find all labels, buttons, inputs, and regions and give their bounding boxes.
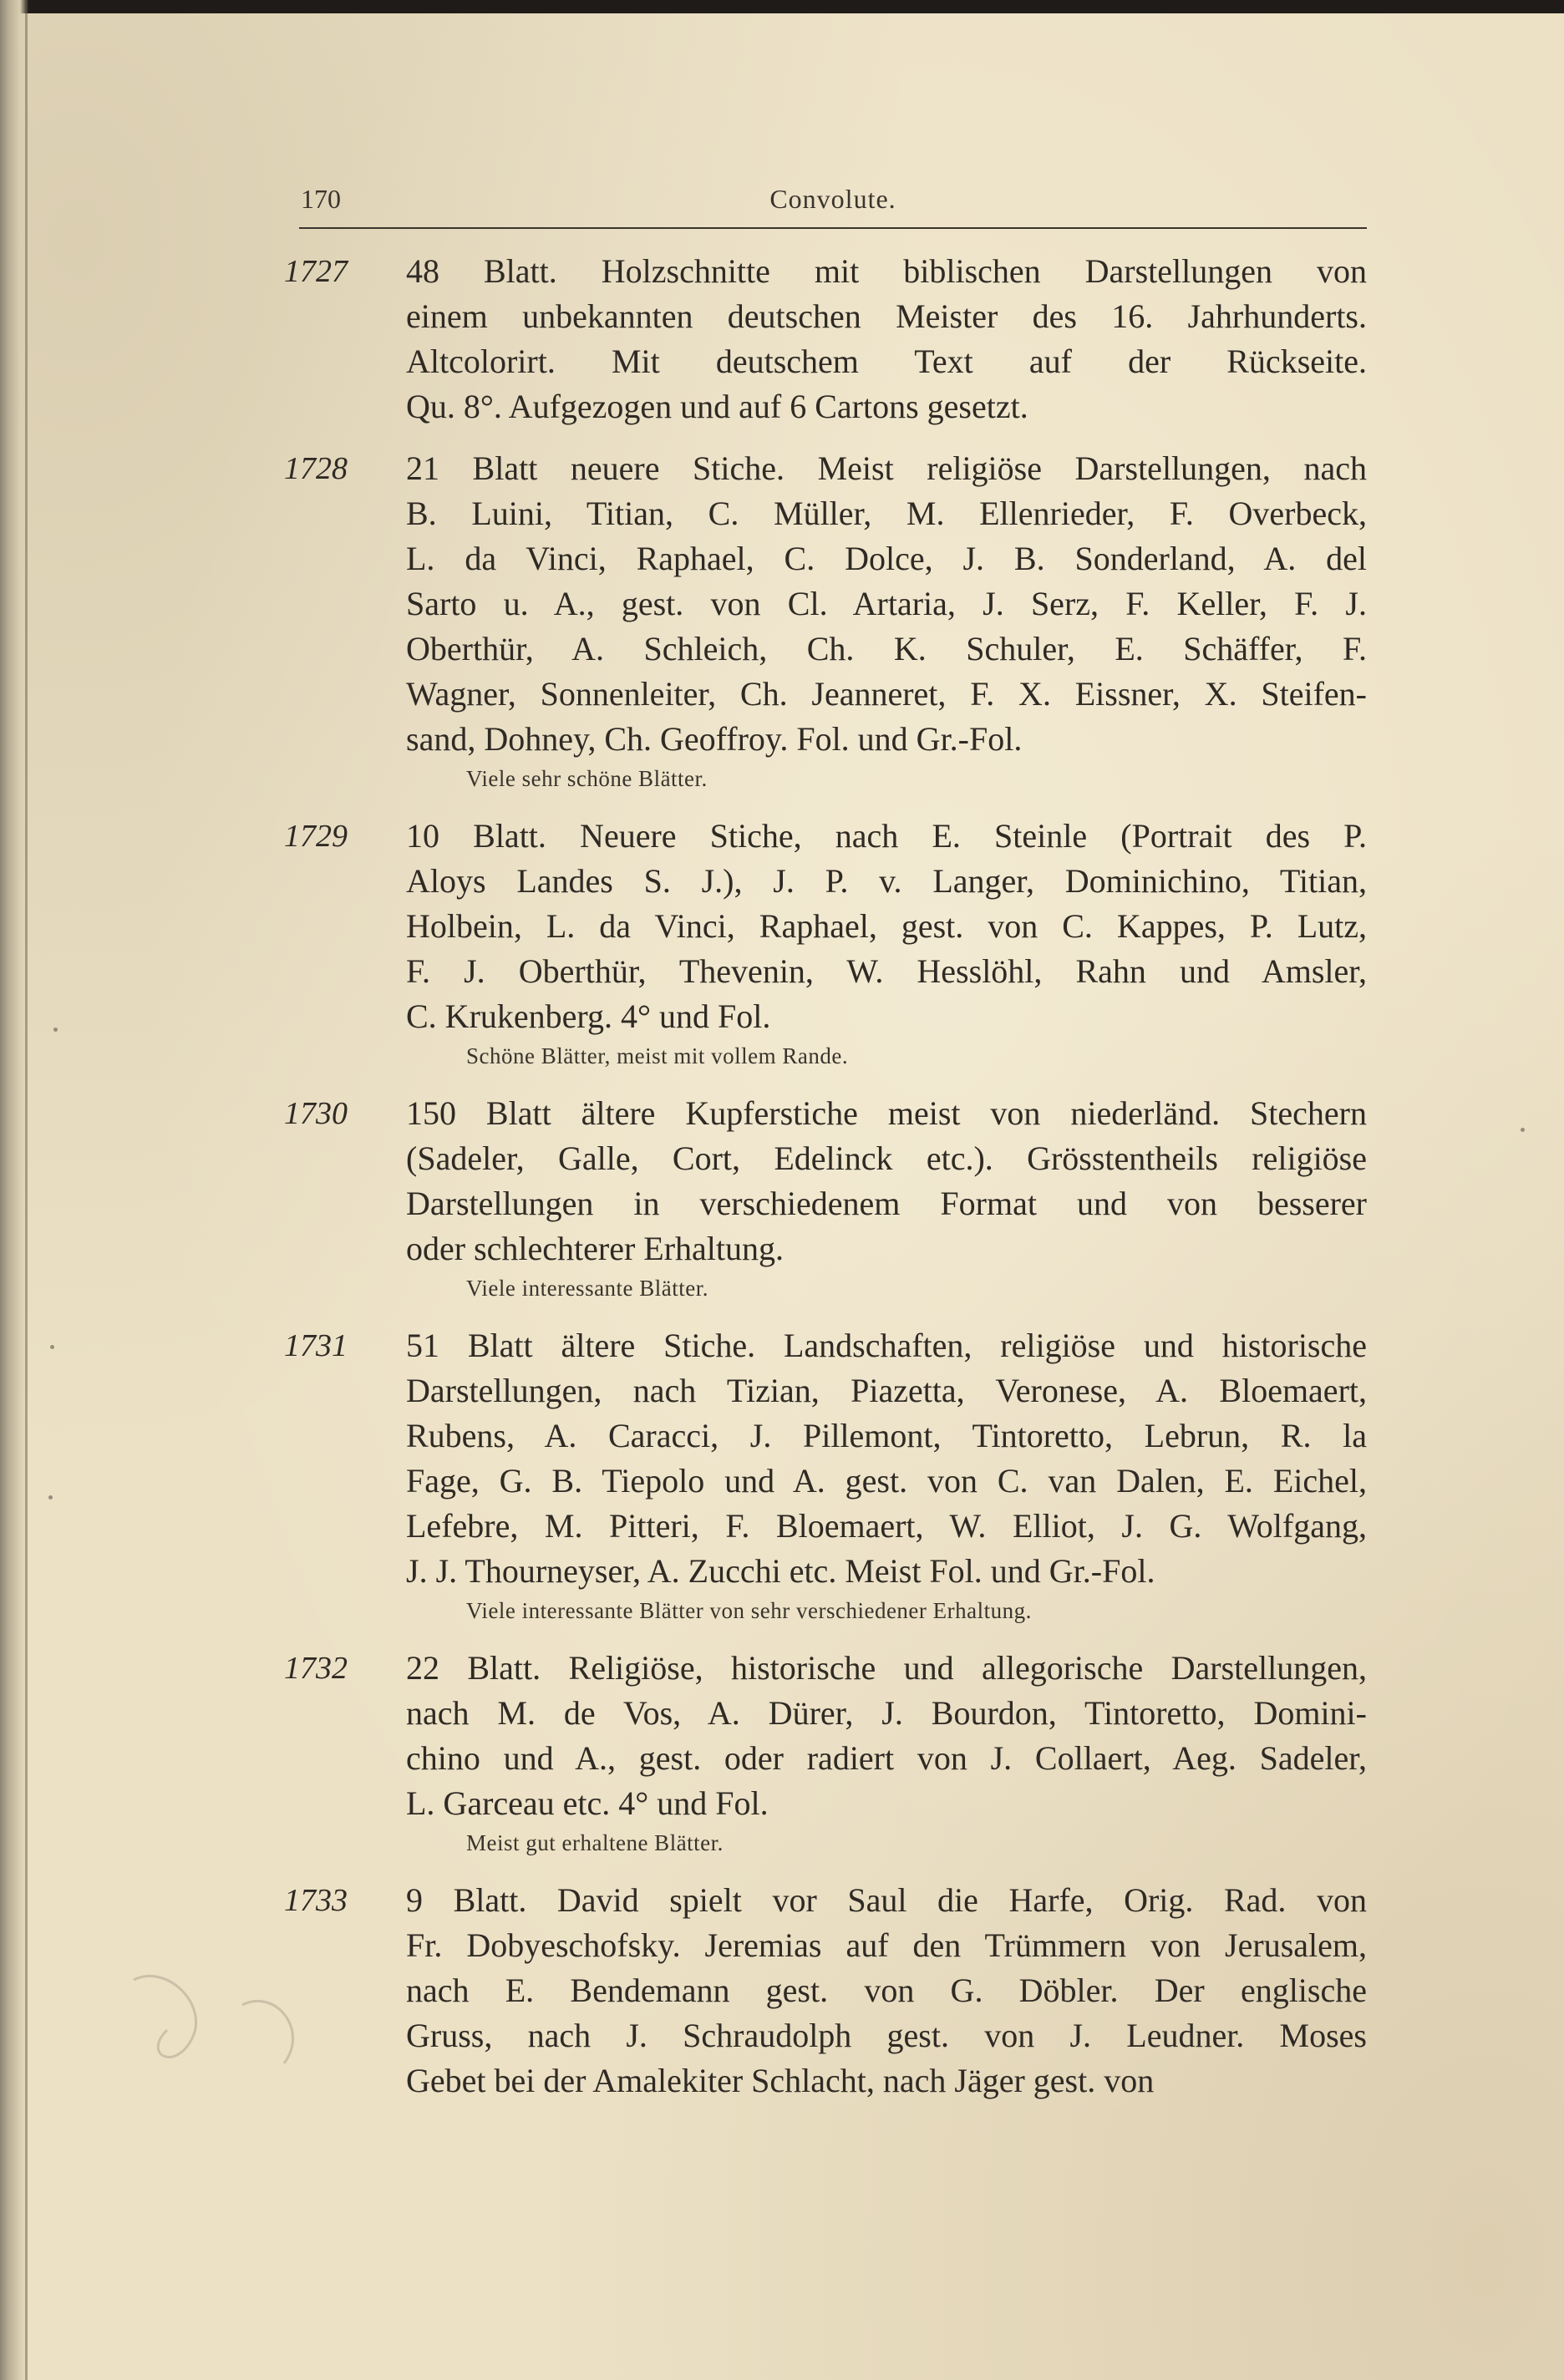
entry-description bbox=[406, 446, 1367, 762]
entry-note: Viele sehr schöne Blätter. bbox=[466, 766, 708, 791]
catalogue-entry bbox=[284, 446, 1367, 795]
entry-note: Viele interessante Blätter von sehr verschiedener Erhaltung. bbox=[466, 1598, 1032, 1623]
entry-number: 1733 bbox=[284, 1883, 348, 1918]
entry-line: Darstellungen, nach Tizian, Piazetta, Veronese, A. Bloemaert, bbox=[406, 1372, 1367, 1409]
entry-line: oder schlechterer Erhaltung. bbox=[406, 1230, 785, 1267]
entry-note: Viele interessante Blätter. bbox=[466, 1276, 709, 1301]
entry-line: Gebet bei der Amalekiter Schlacht, nach Jäger gest. von bbox=[406, 2062, 1155, 2099]
entry-line: (Sadeler, Galle, Cort, Edelinck etc.). Grösstentheils religiöse bbox=[406, 1139, 1367, 1177]
entry-description bbox=[406, 1646, 1367, 1826]
entry-line: 150 Blatt ältere Kupferstiche meist von niederländ. Stechern bbox=[406, 1094, 1367, 1132]
page-top-edge bbox=[0, 0, 1564, 13]
entry-spacer bbox=[284, 1860, 1367, 1878]
entry-line: sand, Dohney, Ch. Geoffroy. Fol. und Gr.-Fol. bbox=[406, 720, 1023, 758]
running-title: Convolute. bbox=[769, 184, 896, 214]
entry-note: Schöne Blätter, meist mit vollem Rande. bbox=[466, 1043, 849, 1068]
page-number: 170 bbox=[301, 184, 341, 214]
entry-line: 22 Blatt. Religiöse, historische und allegorische Darstellungen, bbox=[406, 1649, 1367, 1687]
entry-number: 1730 bbox=[284, 1096, 348, 1131]
entry-line: Gruss, nach J. Schraudolph gest. von J. Leudner. Moses bbox=[406, 2017, 1367, 2054]
entry-line: Altcolorirt. Mit deutschem Text auf der Rückseite. bbox=[406, 343, 1367, 380]
entry-number: 1732 bbox=[284, 1651, 348, 1686]
page-header bbox=[299, 177, 1367, 229]
catalogue-entries bbox=[284, 249, 1367, 2120]
entry-description bbox=[406, 814, 1367, 1039]
paper-speck bbox=[48, 1495, 53, 1500]
entry-line: Aloys Landes S. J.), J. P. v. Langer, Dominichino, Titian, bbox=[406, 862, 1367, 900]
entry-line: C. Krukenberg. 4° und Fol. bbox=[406, 997, 771, 1035]
entry-line: 9 Blatt. David spielt vor Saul die Harfe, Orig. Rad. von bbox=[406, 1881, 1367, 1919]
entry-spacer bbox=[284, 429, 1367, 446]
entry-line: F. J. Oberthür, Thevenin, W. Hesslöhl, Rahn und Amsler, bbox=[406, 952, 1367, 990]
entry-spacer bbox=[284, 2103, 1367, 2120]
catalogue-entry bbox=[284, 814, 1367, 1073]
entry-line: Fage, G. B. Tiepolo und A. gest. von C. van Dalen, E. Eichel, bbox=[406, 1462, 1367, 1500]
entry-line: 51 Blatt ältere Stiche. Landschaften, religiöse und historische bbox=[406, 1327, 1367, 1364]
entry-line: einem unbekannten deutschen Meister des 16. Jahrhunderts. bbox=[406, 297, 1367, 335]
entry-spacer bbox=[284, 1627, 1367, 1646]
paper-speck bbox=[50, 1345, 54, 1349]
page-gutter bbox=[0, 0, 28, 2380]
entry-line: Holbein, L. da Vinci, Raphael, gest. von C. Kappes, P. Lutz, bbox=[406, 907, 1367, 945]
entry-number: 1729 bbox=[284, 819, 348, 854]
entry-description bbox=[406, 249, 1367, 429]
entry-line: Lefebre, M. Pitteri, F. Bloemaert, W. Elliot, J. G. Wolfgang, bbox=[406, 1507, 1367, 1545]
entry-line: nach M. de Vos, A. Dürer, J. Bourdon, Tintoretto, Domini- bbox=[406, 1694, 1367, 1732]
entry-line: Sarto u. A., gest. von Cl. Artaria, J. Serz, F. Keller, F. J. bbox=[406, 585, 1367, 622]
entry-line: B. Luini, Titian, C. Müller, M. Ellenrieder, F. Overbeck, bbox=[406, 495, 1367, 532]
paper-speck bbox=[1521, 1128, 1525, 1132]
entry-line: 48 Blatt. Holzschnitte mit biblischen Darstellungen von bbox=[406, 252, 1367, 290]
entry-line: L. da Vinci, Raphael, C. Dolce, J. B. Sonderland, A. del bbox=[406, 540, 1367, 577]
spine-line bbox=[25, 0, 28, 2380]
entry-line: Oberthür, A. Schleich, Ch. K. Schuler, E. Schäffer, F. bbox=[406, 630, 1367, 667]
entry-description bbox=[406, 1323, 1367, 1594]
entry-spacer bbox=[284, 1073, 1367, 1091]
entry-spacer bbox=[284, 795, 1367, 814]
entry-line: Wagner, Sonnenleiter, Ch. Jeanneret, F. X. Eissner, X. Steifen- bbox=[406, 675, 1367, 713]
pencil-mark bbox=[117, 1955, 334, 2088]
entry-description bbox=[406, 1878, 1367, 2103]
entry-line: 21 Blatt neuere Stiche. Meist religiöse Darstellungen, nach bbox=[406, 449, 1367, 487]
entry-number: 1728 bbox=[284, 451, 348, 486]
entry-line: Rubens, A. Caracci, J. Pillemont, Tintoretto, Lebrun, R. la bbox=[406, 1417, 1367, 1454]
entry-line: J. J. Thourneyser, A. Zucchi etc. Meist Fol. und Gr.-Fol. bbox=[406, 1552, 1155, 1590]
entry-line: Qu. 8°. Aufgezogen und auf 6 Cartons gesetzt. bbox=[406, 388, 1028, 425]
entry-number: 1731 bbox=[284, 1328, 348, 1363]
entry-spacer bbox=[284, 1305, 1367, 1323]
entry-line: chino und A., gest. oder radiert von J. Collaert, Aeg. Sadeler, bbox=[406, 1739, 1367, 1777]
catalogue-entry bbox=[284, 1878, 1367, 2103]
entry-note: Meist gut erhaltene Blätter. bbox=[466, 1830, 724, 1855]
entry-line: Darstellungen in verschiedenem Format und von besserer bbox=[406, 1185, 1367, 1222]
catalogue-entry bbox=[284, 1646, 1367, 1860]
entry-line: L. Garceau etc. 4° und Fol. bbox=[406, 1784, 769, 1822]
paper-speck bbox=[53, 1028, 58, 1032]
catalogue-entry bbox=[284, 1091, 1367, 1305]
entry-description bbox=[406, 1091, 1367, 1271]
catalogue-entry bbox=[284, 249, 1367, 429]
entry-number: 1727 bbox=[284, 254, 348, 289]
entry-line: nach E. Bendemann gest. von G. Döbler. Der englische bbox=[406, 1971, 1367, 2009]
entry-line: 10 Blatt. Neuere Stiche, nach E. Steinle (Portrait des P. bbox=[406, 817, 1367, 855]
catalogue-entry bbox=[284, 1323, 1367, 1627]
entry-line: Fr. Dobyeschofsky. Jeremias auf den Trümmern von Jerusalem, bbox=[406, 1926, 1367, 1964]
